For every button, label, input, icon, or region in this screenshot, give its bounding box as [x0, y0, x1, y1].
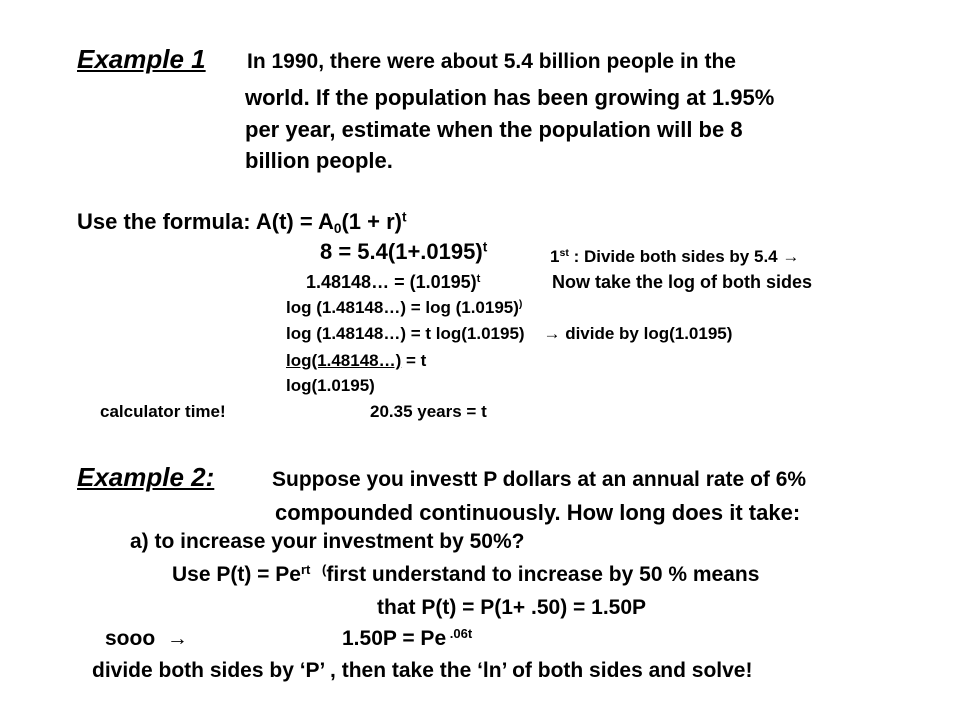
example-2-part-a: a) to increase your investment by 50%? — [130, 530, 525, 553]
example-2-that-line: that P(t) = P(1+ .50) = 1.50P — [377, 596, 647, 619]
example-1-line-3: per year, estimate when the population will be 8 — [245, 117, 743, 142]
formula-label: Use the formula: A(t) = A — [77, 209, 334, 234]
step-1-note-sup: st — [559, 247, 569, 260]
step-5-equation — [286, 351, 426, 371]
formula-mid: (1 + r) — [341, 209, 402, 234]
step-1-exponent: t — [482, 239, 488, 255]
step-4-equation — [286, 324, 732, 344]
step-2-eq-text: 1.48148… = (1.0195) — [306, 272, 477, 292]
example-2-equation — [342, 627, 472, 651]
example-1-line-1: In 1990, there were about 5.4 billion people in the — [247, 50, 736, 73]
step-3-eq-text: log (1.48148…) = log (1.0195) — [286, 298, 519, 317]
example-1-line-4: billion people. — [245, 148, 393, 173]
formula-subscript: 0 — [333, 221, 342, 237]
step-3-sup: ) — [518, 298, 523, 311]
example-2-final: divide both sides by ‘P’ , then take the ‘ln’ of both sides and solve! — [92, 659, 753, 682]
example-1-line-2: world. If the population has been growing at 1.95% — [245, 85, 775, 110]
example-2-use-line — [172, 563, 759, 587]
example-2-eq-exponent: .06t — [446, 625, 473, 641]
example-2-eq-text: 1.50P = Pe — [342, 627, 447, 650]
step-4-eq-text: log (1.48148…) = t log(1.0195) — [286, 324, 525, 343]
step-4-note: divide by log(1.0195) — [560, 324, 733, 343]
step-2-equation — [306, 272, 480, 293]
step-2-note: Now take the log of both sides — [552, 272, 813, 292]
sooo-text: sooo — [105, 627, 156, 650]
formula-exponent: t — [402, 209, 407, 225]
arrow-right-icon: → — [166, 627, 188, 650]
fraction-denominator: log(1.0195) — [286, 376, 375, 395]
fraction-numerator: log(1.48148…) — [286, 351, 402, 370]
formula-line — [77, 209, 407, 235]
calculator-note: calculator time! — [100, 402, 226, 421]
use-note: first understand to increase by 50 % means — [326, 563, 760, 586]
step-1-note-ordinal: 1 — [550, 247, 560, 266]
use-formula-exponent: rt — [300, 561, 311, 577]
use-paren: ( — [322, 561, 327, 577]
arrow-right-icon: → — [543, 324, 561, 343]
example-2-line-1: Suppose you investt P dollars at an annual rate of 6% — [272, 468, 807, 491]
use-formula-text: Use P(t) = Pe — [172, 563, 301, 586]
sooo-label — [105, 627, 188, 651]
step-1-eq-text: 8 = 5.4(1+.0195) — [320, 239, 483, 264]
example-1-heading: Example 1 — [77, 44, 206, 74]
step-1-note-text: : Divide both sides by 5.4 — [568, 247, 778, 266]
example-2-line-2: compounded continuously. How long does it take: — [275, 500, 801, 525]
step-2-exponent: t — [476, 272, 481, 285]
step-5-rest: = t — [401, 351, 427, 370]
result: 20.35 years = t — [370, 402, 487, 421]
step-1-note — [550, 247, 799, 267]
step-1-equation — [320, 239, 487, 265]
arrow-right-icon: → — [782, 247, 800, 266]
step-3-equation — [286, 298, 522, 318]
example-2-heading: Example 2: — [77, 462, 215, 492]
